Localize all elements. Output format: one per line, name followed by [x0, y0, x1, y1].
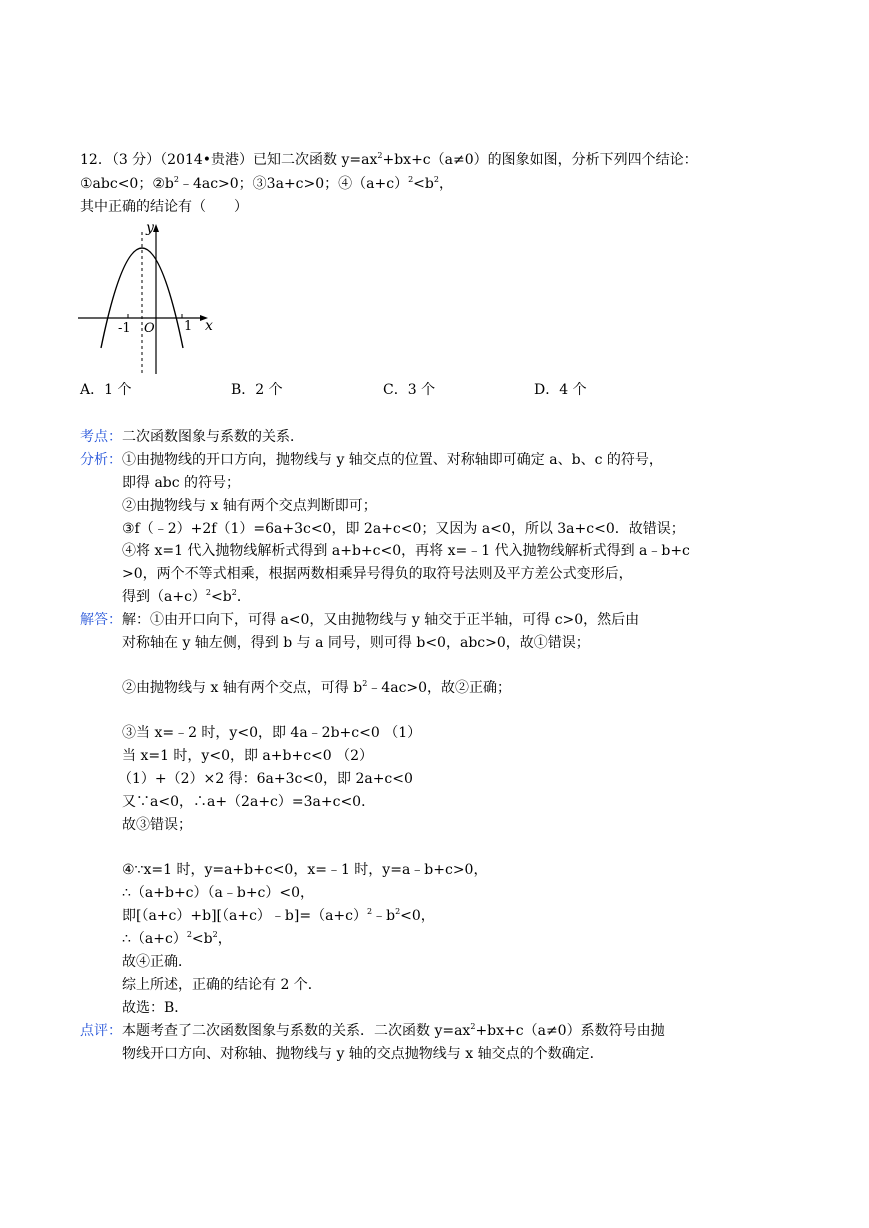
fenxi-line-4: ③f（﹣2）+2f（1）=6a+3c<0，即 2a+c<0；又因为 a<0，所以 3a+c<0．故错误；	[122, 521, 685, 537]
jieda-line-7: 又∵a<0，∴a+（2a+c）=3a+c<0．	[122, 794, 376, 810]
option-a[interactable]: A．1 个	[80, 382, 132, 398]
fenxi-line-1: 分析：①由抛物线的开口方向，抛物线与 y 轴交点的位置、对称轴即可确定 a、b、c 的符号，	[80, 452, 663, 468]
dianping-line-1: 点评：本题考查了二次函数图象与系数的关系．二次函数 $y=ax^2+bx+c(a\ne 0)$系数符号由抛	[80, 1022, 665, 1039]
jieda-line-15: 故选：B．	[122, 1000, 189, 1016]
option-b[interactable]: B．2 个	[231, 382, 283, 398]
y-axis-label: y	[146, 220, 154, 236]
origin-label: O	[144, 321, 155, 336]
fenxi-line-7: 得到$(a+c)^2<b^2$．	[122, 588, 251, 605]
question-line-3: 其中正确的结论有（ ）	[80, 199, 248, 215]
jieda-line-8: 故③错误；	[122, 817, 192, 833]
jieda-line-9: ④∵x=1 时，y=a+b+c<0，x=﹣1 时，y=a﹣b+c>0，	[122, 862, 488, 878]
x-axis-label: x	[205, 318, 213, 334]
jieda-label: 解答：	[80, 612, 122, 628]
fenxi-line-3: ②由抛物线与 x 轴有两个交点判断即可；	[122, 498, 377, 514]
kaodian-label: 考点：	[80, 429, 122, 445]
jieda-line-6: （1）+（2）×2 得：6a+3c<0，即 2a+c<0	[118, 771, 413, 787]
parabola-figure	[76, 218, 226, 378]
jieda-line-12: $\therefore(a+c)^2<b^2$，	[122, 930, 232, 947]
dianping-label: 点评：	[80, 1023, 122, 1039]
fenxi-label: 分析：	[80, 452, 122, 468]
option-c[interactable]: C．3 个	[383, 382, 436, 398]
jieda-line-5: 当 x=1 时，y<0，即 a+b+c<0 （2）	[122, 748, 374, 764]
dianping-line-2: 物线开口方向、对称轴、抛物线与 y 轴的交点抛物线与 x 轴交点的个数确定．	[122, 1046, 604, 1062]
kaodian-line: 考点：二次函数图象与系数的关系．	[80, 429, 304, 445]
tick-label-1: 1	[184, 319, 193, 334]
question-line-2: ①abc<0；$②b^2﹣4ac>0$；③3a+c>0；$④(a+c)^2<b^2$，	[80, 175, 453, 192]
tick-label-neg1: -1	[118, 321, 131, 336]
jieda-line-1: 解答：解：①由开口向下，可得 a<0，又由抛物线与 y 轴交于正半轴，可得 c>0，然后由	[80, 612, 640, 628]
jieda-line-14: 综上所述，正确的结论有 2 个．	[122, 977, 322, 993]
question-line-1: 12．（3 分）（2014•贵港）已知二次函数 $y=ax^2+bx+c(a\ne 0)$的图象如图，分析下列四个结论：	[80, 151, 698, 168]
jieda-line-13: 故④正确．	[122, 954, 192, 970]
option-d[interactable]: D．4 个	[534, 382, 587, 398]
jieda-line-3: ②由抛物线与 x 轴有两个交点，可得 $b^2﹣4ac>0$，故②正确；	[122, 679, 512, 696]
jieda-line-10: ∴（a+b+c）（a﹣b+c）<0，	[122, 885, 315, 901]
jieda-line-4: ③当 x=﹣2 时，y<0，即 4a﹣2b+c<0 （1）	[122, 725, 422, 741]
jieda-line-11: 即$[(a+c)+b][(a+c)﹣b]=(a+c)^2﹣b^2<0$，	[122, 907, 435, 924]
fenxi-line-6: >0，两个不等式相乘，根据两数相乘异号得负的取符号法则及平方差公式变形后，	[122, 566, 633, 582]
fenxi-line-5: ④将 x=1 代入抛物线解析式得到 a+b+c<0，再将 x=﹣1 代入抛物线解析式得到 a﹣b+c	[122, 543, 690, 559]
jieda-line-2: 对称轴在 y 轴左侧，得到 b 与 a 同号，则可得 b<0，abc>0，故①错误；	[122, 635, 590, 651]
fenxi-line-2: 即得 abc 的符号；	[122, 475, 241, 491]
